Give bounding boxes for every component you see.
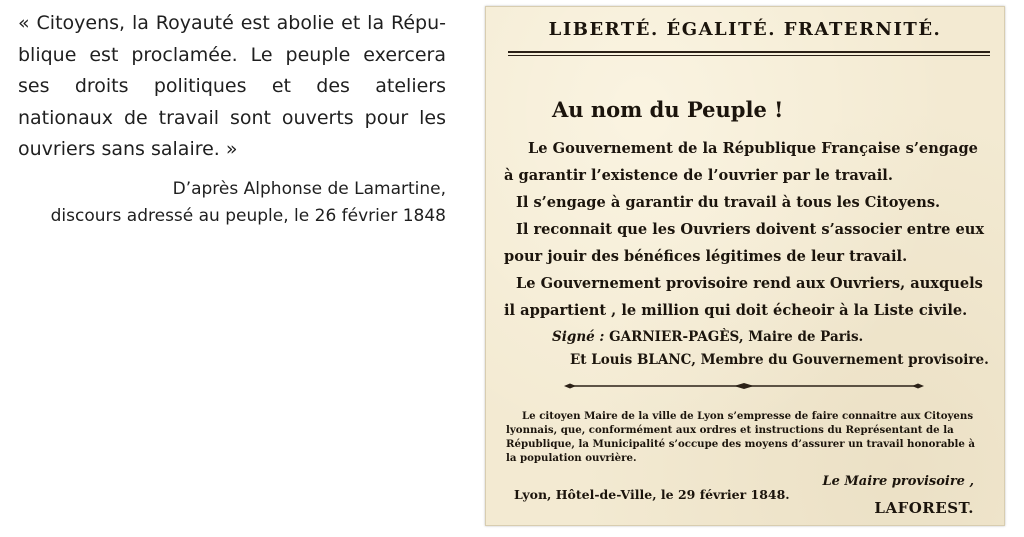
mayor-name: LAFOREST. xyxy=(874,499,974,517)
paragraph-line: Il reconnait que les Ouvriers doivent s’associer entre eux xyxy=(516,221,985,238)
quote-citation xyxy=(18,176,446,230)
poster-paragraph-3 xyxy=(504,216,992,270)
mayor-title: Le Maire provisoire , xyxy=(822,474,974,489)
paragraph-line: pour jouir des bénéfices légitimes de leur travail. xyxy=(504,248,908,265)
signed-label: Signé : xyxy=(552,329,605,345)
quote-line: blique est proclamée. Le peuple exercera ses xyxy=(18,43,446,97)
poster-paragraph-4 xyxy=(504,270,992,324)
paragraph-line: Le Gouvernement provisoire rend aux Ouvriers, auxquels xyxy=(516,275,983,292)
poster-heading: Au nom du Peuple ! xyxy=(552,97,784,122)
quote-column xyxy=(18,8,446,230)
quote-line: salaire. » xyxy=(150,138,238,160)
quote-line: « Citoyens, la Royauté est abolie et la Répu- xyxy=(18,12,446,34)
place-date: Lyon, Hôtel-de-Ville, le 29 février 1848. xyxy=(514,487,790,502)
paragraph-line: Le Gouvernement de la République Française s’engage xyxy=(528,140,978,157)
poster-paragraph-1 xyxy=(504,135,992,189)
signatory-1: GARNIER-PAGÈS, Maire de Paris. xyxy=(609,329,864,345)
poster-motto: LIBERTÉ. ÉGALITÉ. FRATERNITÉ. xyxy=(548,19,942,40)
historical-poster xyxy=(485,6,1005,526)
signatory-2: Et Louis BLANC, Membre du Gouvernement provisoire. xyxy=(570,352,989,368)
ornamental-divider xyxy=(564,383,924,389)
paragraph-line: il appartient , le million qui doit écheoir à la Liste civile. xyxy=(504,302,968,319)
citation-source: discours adressé au peuple, le 26 février 1848 xyxy=(50,205,446,226)
notice-line: la population ouvrière. xyxy=(506,452,637,464)
paragraph-line: Il s’engage à garantir du travail à tous les Citoyens. xyxy=(516,194,941,211)
top-rule-thin xyxy=(508,55,990,56)
signature-line-1 xyxy=(552,329,863,345)
notice-line: lyonnais, que, conformément aux ordres et instructions du Représentant de la xyxy=(506,424,954,436)
paragraph-line: à garantir l’existence de l’ouvrier par le travail. xyxy=(504,167,893,184)
poster-paragraph-2 xyxy=(504,189,992,216)
quote-line: travail sont ouverts pour les ouvriers sans xyxy=(18,106,446,160)
quote-line: droits politiques et des ateliers nationaux de xyxy=(18,75,446,129)
notice-line: Le citoyen Maire de la ville de Lyon s’empresse de faire connaitre aux Citoyens xyxy=(522,410,974,422)
top-rule xyxy=(508,51,990,53)
notice-line: République, la Municipalité s’occupe des moyens d’assurer un travail honorable à xyxy=(506,438,976,450)
lyon-notice xyxy=(506,409,992,465)
citation-author: D’après Alphonse de Lamartine, xyxy=(172,178,446,199)
lamartine-quote xyxy=(18,8,446,166)
